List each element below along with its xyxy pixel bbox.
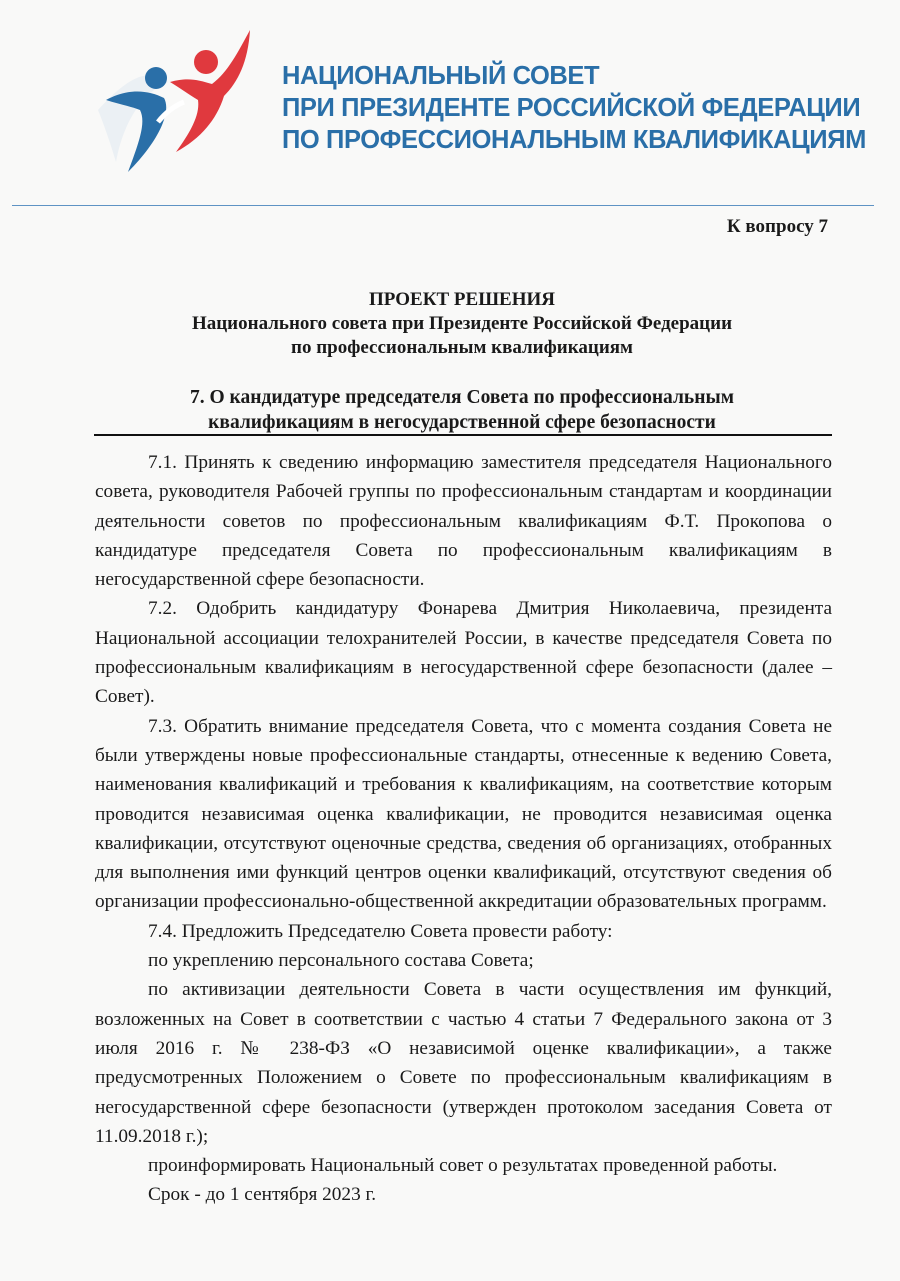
title-line-1: ПРОЕКТ РЕШЕНИЯ xyxy=(368,289,556,310)
agenda-topic xyxy=(92,385,832,435)
paragraph-7-3: 7.3. Обратить внимание председателя Совета, что с момента создания Совета не были утверждены новые профессиональные стандарты, отнесенные к ведению Совета, наименования квалификаций и требования к квалификациям, на соответствие которым проводится независимая оценка квалификации, не проводится независимая оценка квалификации, отсутствуют оценочные средства, сведения об организациях, отобранных для выполнения ими функций центров оценки квалификаций, отсутствуют сведения об организации профессионально-общественной аккредитации образовательных программ. xyxy=(95,715,832,913)
item-inform: проинформировать Национальный совет о результатах проведенной работы. xyxy=(148,1155,778,1177)
decision-body xyxy=(95,448,832,1210)
paragraph-7-4: 7.4. Предложить Председателю Совета провести работу: xyxy=(148,920,613,942)
item-staffing: по укреплению персонального состава Совета; xyxy=(148,950,534,972)
header-divider xyxy=(12,205,874,206)
paragraph-7-2: 7.2. Одобрить кандидатуру Фонарева Дмитрия Николаевича, президента Национальной ассоциации телохранителей России, в качестве председателя Совета по профессиональным квалификациям в негосударственной сфере безопасности (далее – Совет). xyxy=(95,598,832,708)
org-name-line-2: ПРИ ПРЕЗИДЕНТЕ РОССИЙСКОЙ ФЕДЕРАЦИИ xyxy=(282,94,861,122)
logo-figures-icon xyxy=(88,22,268,182)
title-line-2: Национального совета при Президенте Российской Федерации xyxy=(191,313,733,334)
org-name-line-3: ПО ПРОФЕССИОНАЛЬНЫМ КВАЛИФИКАЦИЯМ xyxy=(282,126,866,154)
item-activation: по активизации деятельности Совета в части осуществления им функций, возложенных на Совет в соответствии с частью 4 статьи 7 Федерального закона от 3 июля 2016 г. № 238-ФЗ «О независимой оценке квалификации», а также предусмотренных Положением о Совете по профессиональным квалификациям в негосударственной сфере безопасности (утвержден протоколом заседания Совета от 11.09.2018 г.); xyxy=(95,979,832,1147)
document-title xyxy=(92,288,832,360)
organization-name xyxy=(282,60,882,156)
org-name-line-1: НАЦИОНАЛЬНЫЙ СОВЕТ xyxy=(282,62,600,90)
topic-line-2: квалификациям в негосударственной сфере безопасности xyxy=(208,412,716,433)
council-logo xyxy=(88,22,268,182)
deadline: Срок - до 1 сентября 2023 г. xyxy=(148,1184,377,1206)
topic-underline xyxy=(94,434,832,436)
paragraph-7-1: 7.1. Принять к сведению информацию заместителя председателя Национального совета, руководителя Рабочей группы по профессиональным стандартам и координации деятельности советов по профессиональным квалификациям Ф.Т. Прокопова о кандидатуре председателя Совета по профессиональным квалификациям в негосударственной сфере безопасности. xyxy=(95,452,832,591)
title-line-3: по профессиональным квалификациям xyxy=(291,337,633,358)
topic-line-1: 7. О кандидатуре председателя Совета по профессиональным xyxy=(190,387,734,408)
agenda-reference: К вопросу 7 xyxy=(726,216,828,237)
